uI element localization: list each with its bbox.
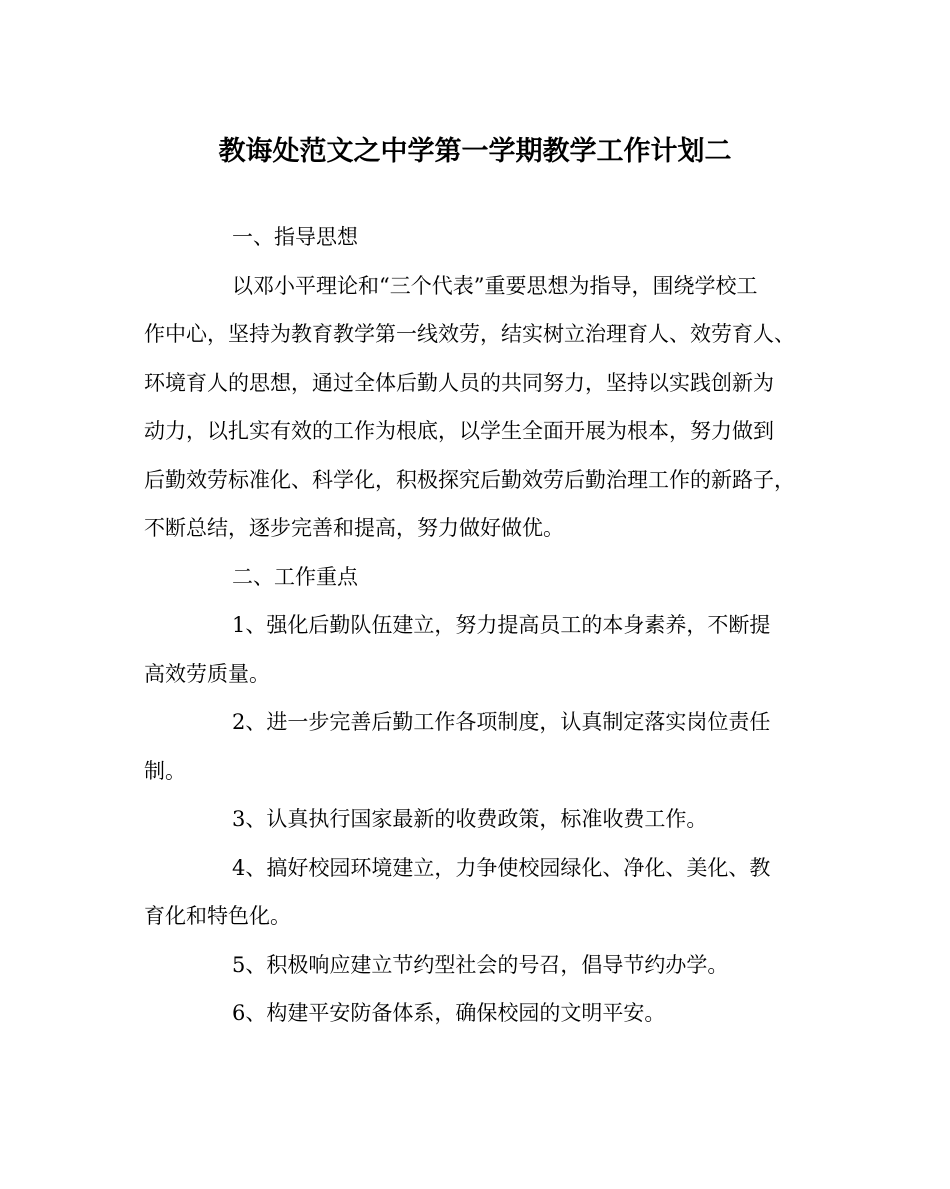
paragraph-line: 以邓小平理论和“三个代表”重要思想为指导，围绕学校工 xyxy=(232,274,758,298)
list-item-line: 2、进一步完善后勤工作各项制度，认真制定落实岗位责任 xyxy=(232,710,771,734)
list-item-line: 4、搞好校园环境建立，力争使校园绿化、净化、美化、教 xyxy=(232,856,771,880)
paragraph-line: 作中心，坚持为教育教学第一线效劳，结实树立治理育人、效劳育人、 xyxy=(144,322,795,346)
list-item-line: 1、强化后勤队伍建立，努力提高员工的本身素养，不断提 xyxy=(232,613,771,637)
list-item-line: 3、认真执行国家最新的收费政策，标准收费工作。 xyxy=(232,807,708,831)
section-heading-guiding-ideology: 一、指导思想 xyxy=(232,225,358,249)
paragraph-line: 环境育人的思想，通过全体后勤人员的共同努力，坚持以实践创新为 xyxy=(144,371,774,395)
list-item-line: 高效劳质量。 xyxy=(144,662,270,686)
paragraph-line: 动力，以扎实有效的工作为根底，以学生全面开展为根本，努力做到 xyxy=(144,419,774,443)
paragraph-line: 后勤效劳标准化、科学化，积极探究后勤效劳后勤治理工作的新路子， xyxy=(144,468,795,492)
paragraph-line: 不断总结，逐步完善和提高，努力做好做优。 xyxy=(144,516,564,540)
list-item-line: 5、积极响应建立节约型社会的号召，倡导节约办学。 xyxy=(232,953,729,977)
list-item-line: 育化和特色化。 xyxy=(144,904,291,928)
list-item-line: 制。 xyxy=(144,759,186,783)
section-heading-work-focus: 二、工作重点 xyxy=(232,565,358,589)
list-item-line: 6、构建平安防备体系，确保校园的文明平安。 xyxy=(232,1001,666,1025)
document-title: 教诲处范文之中学第一学期教学工作计划二 xyxy=(218,136,732,167)
